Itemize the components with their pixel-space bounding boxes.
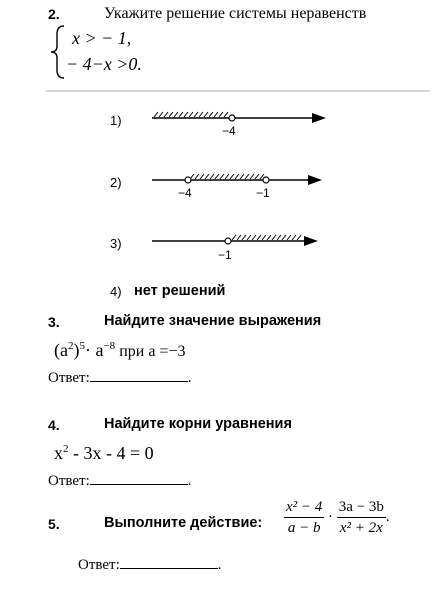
task4-answer-line <box>48 472 192 490</box>
task3-number: 3. <box>48 314 60 330</box>
eq-exp: 2 <box>63 443 69 455</box>
task4-number: 4. <box>48 417 60 433</box>
fraction-1-denominator: a − b <box>287 520 321 536</box>
fraction-2 <box>337 497 386 538</box>
eq-rest: - 3x - 4 = 0 <box>68 443 154 463</box>
expr-tail: при a =−3 <box>115 343 186 360</box>
task3-answer-label: Ответ: <box>48 370 90 386</box>
task4-answer-dot: . <box>187 473 192 489</box>
option-4-number: 4) <box>110 284 122 299</box>
task3-expression <box>54 340 185 361</box>
fraction-2-numerator: 3a − 3b <box>337 497 386 518</box>
task5-answer-dot: . <box>217 557 222 573</box>
option-3-number-line <box>150 231 330 251</box>
task3-answer-line <box>48 369 192 387</box>
inequality-2: − 4−x >0. <box>66 54 142 74</box>
expr-exp-3: −8 <box>103 340 116 352</box>
inequality-1: x > − 1, <box>72 28 132 48</box>
expr-dot: · a <box>84 340 104 360</box>
task5-end-dot: . <box>385 509 390 525</box>
option-2-number: 2) <box>110 175 122 190</box>
expr-part-base: (a <box>54 340 68 360</box>
option-1-label: −4 <box>222 124 236 138</box>
task4-equation <box>54 443 154 464</box>
fraction-1 <box>284 497 324 538</box>
option-2-label-left: −4 <box>178 186 192 200</box>
task5-answer-blank[interactable] <box>120 556 218 569</box>
option-2-label-right: −1 <box>256 186 270 200</box>
task5-answer-label: Ответ: <box>78 557 120 573</box>
option-1-number: 1) <box>110 113 122 128</box>
eq-x: x <box>54 443 63 463</box>
option-2-number-line <box>150 170 330 190</box>
task5-answer-line <box>78 556 222 574</box>
option-1-number-line <box>150 108 330 128</box>
expr-exp-1: 2 <box>67 340 74 352</box>
fraction-1-numerator: x² − 4 <box>284 497 324 518</box>
multiply-dot: · <box>328 509 334 525</box>
task2-title: Укажите решение системы неравенств <box>104 5 367 22</box>
task4-title: Найдите корни уравнения <box>104 416 292 432</box>
task4-answer-blank[interactable] <box>90 472 188 485</box>
option-3-number: 3) <box>110 236 122 251</box>
task3-answer-dot: . <box>187 370 192 386</box>
expr-close-paren: ) <box>73 340 80 360</box>
option-3-label: −1 <box>218 248 232 262</box>
section-divider <box>46 90 430 92</box>
task3-title: Найдите значение выражения <box>104 313 322 329</box>
task3-answer-blank[interactable] <box>90 369 188 382</box>
task4-answer-label: Ответ: <box>48 473 90 489</box>
task5-number: 5. <box>48 516 60 532</box>
task5-title: Выполните действие: <box>104 515 263 531</box>
fraction-2-denominator: x² + 2x <box>339 520 383 536</box>
option-4-text: нет решений <box>134 283 226 299</box>
expr-exp-2: 5 <box>79 340 85 352</box>
task2-number: 2. <box>48 6 60 22</box>
task5-expression <box>284 497 390 538</box>
